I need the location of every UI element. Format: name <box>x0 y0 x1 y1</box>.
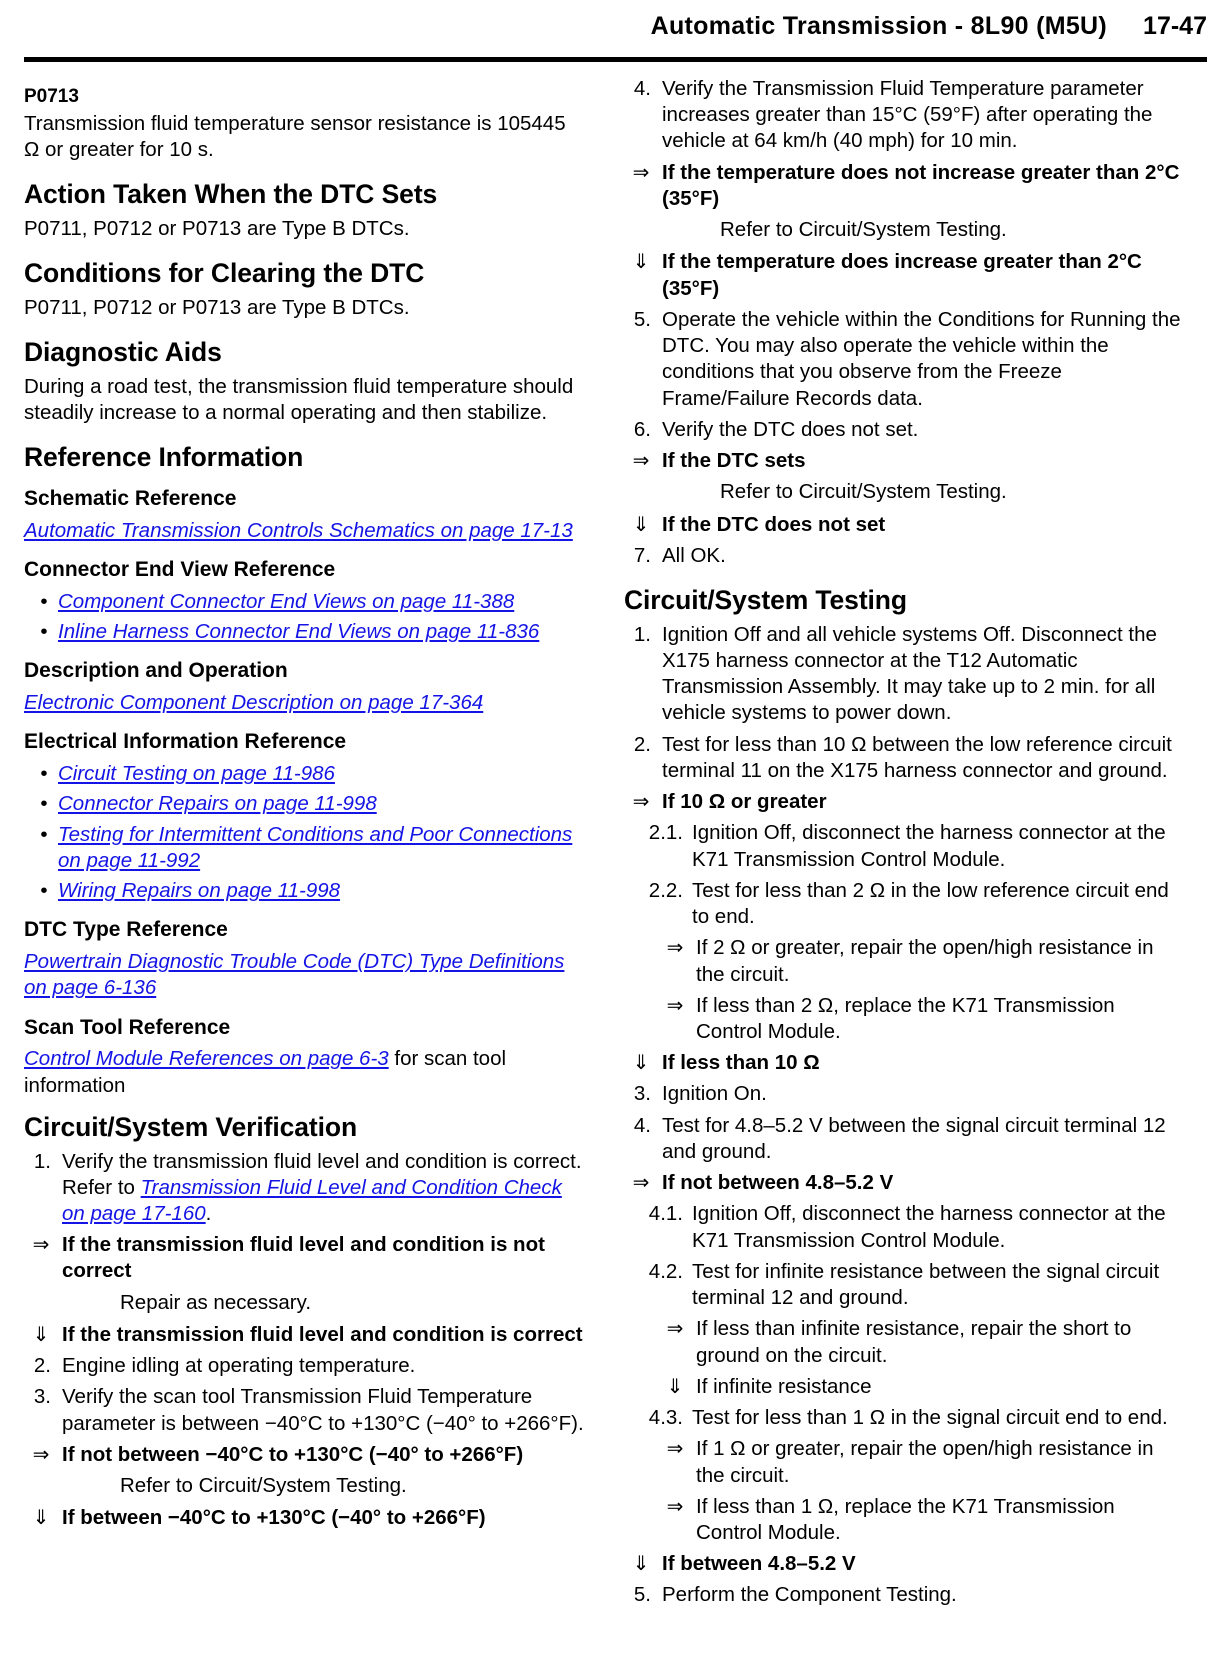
arrow-right-icon: ⇒ <box>666 937 684 960</box>
page-title: Automatic Transmission - 8L90 (M5U) <box>650 12 1108 40</box>
result-refer-circuit-system-testing: Refer to Circuit/System Testing. <box>720 218 1007 242</box>
arrow-down-icon: ⇓ <box>32 1323 50 1346</box>
action-taken-heading: Action Taken When the DTC Sets <box>24 179 438 210</box>
electrical-info-link-1[interactable]: Circuit Testing on page 11-986 <box>58 762 335 786</box>
step-text <box>62 1149 586 1228</box>
dtc-type-reference-link[interactable]: Powertrain Diagnostic Trouble Code (DTC) Type Definitions on page 6-136 <box>24 950 565 1000</box>
arrow-right-icon: ⇒ <box>666 1438 684 1461</box>
step-number: 2. <box>633 732 651 756</box>
arrow-right-icon: ⇒ <box>666 1495 684 1518</box>
verification-steps-continued <box>624 76 1186 569</box>
step-number: 4. <box>633 1113 651 1137</box>
scan-tool-reference-link[interactable]: Control Module References on page 6-3 <box>24 1047 389 1071</box>
condition-dtc-sets <box>624 448 1186 474</box>
condition-less-than-infinite-resistance <box>624 1316 1186 1368</box>
condition-between-48-52v <box>624 1551 1186 1577</box>
test-substep-2-1 <box>624 820 1186 872</box>
bullet-icon: • <box>40 620 48 644</box>
condition-temp-not-in-range <box>24 1442 586 1468</box>
list-item <box>24 791 586 817</box>
step-number: 4.3. <box>648 1406 683 1430</box>
step-number: 4. <box>633 77 651 100</box>
test-substep-4-3 <box>624 1405 1186 1431</box>
step-text: Verify the DTC does not set. <box>662 417 919 441</box>
bullet-icon: • <box>40 792 48 816</box>
step-text: Ignition Off and all vehicle systems Off. Disconnect the X175 harness connector at the T12 Automatic Transmission Assembly. It may take up to 2 min. for all vehicle systems to power down. <box>662 622 1157 725</box>
arrow-right-icon: ⇒ <box>632 161 650 184</box>
arrow-down-icon: ⇓ <box>632 251 650 274</box>
step-number: 4.2. <box>648 1259 683 1283</box>
step-number: 1. <box>633 622 651 646</box>
dtc-code-heading: P0713 <box>24 86 79 107</box>
connector-end-view-list <box>24 589 586 645</box>
left-column <box>24 74 586 1614</box>
step-text: Ignition Off, disconnect the harness connector at the K71 Transmission Control Module. <box>692 1202 1166 1252</box>
step-text: Test for 4.8–5.2 V between the signal circuit terminal 12 and ground. <box>662 1113 1166 1163</box>
step-text: Verify the scan tool Transmission Fluid Temperature parameter is between −40°C to +130°C (−40° to +266°F). <box>62 1385 584 1435</box>
condition-temp-does-increase <box>624 249 1186 301</box>
step-number: 2.1. <box>648 821 683 845</box>
step-text: Verify the Transmission Fluid Temperature parameter increases greater than 15°C (59°F) after operating the vehicle at 64 km/h (40 mph) for 10 min. <box>662 77 1153 153</box>
condition-2-ohm-or-greater <box>624 935 1186 987</box>
condition-10-ohm-or-greater <box>624 789 1186 815</box>
arrow-down-icon: ⇓ <box>632 513 650 536</box>
step-4 <box>624 76 1186 155</box>
step-text: Ignition On. <box>662 1082 767 1106</box>
bullet-icon: • <box>40 762 48 786</box>
step-text: Ignition Off, disconnect the harness connector at the K71 Transmission Control Module. <box>692 821 1166 871</box>
condition-text: If not between −40°C to +130°C (−40° to +266°F) <box>62 1442 524 1466</box>
condition-text: If less than infinite resistance, repair the short to ground on the circuit. <box>696 1317 1132 1367</box>
condition-1-ohm-or-greater <box>624 1436 1186 1488</box>
step-1 <box>24 1149 586 1228</box>
connector-end-view-link-1[interactable]: Component Connector End Views on page 11-388 <box>58 589 515 613</box>
step-number: 1. <box>33 1149 51 1173</box>
list-item <box>24 619 586 645</box>
step-number: 6. <box>633 417 651 441</box>
step-text: Test for less than 2 Ω in the low reference circuit end to end. <box>692 878 1169 929</box>
step-number: 4.1. <box>648 1202 683 1226</box>
test-substep-4-1 <box>624 1201 1186 1253</box>
step-text: Engine idling at operating temperature. <box>62 1354 416 1378</box>
page-number: 17-47 <box>1143 12 1207 40</box>
scan-tool-reference-trailing: for scan tool information <box>24 1047 507 1097</box>
diagnostic-aids-heading: Diagnostic Aids <box>24 337 222 368</box>
dtc-code-description: Transmission fluid temperature sensor resistance is 105445 Ω or greater for 10 s. <box>24 111 566 162</box>
arrow-down-icon: ⇓ <box>32 1507 50 1530</box>
condition-text: If the DTC sets <box>662 449 806 473</box>
test-step-5 <box>624 1582 1186 1608</box>
description-operation-heading: Description and Operation <box>24 659 288 683</box>
electrical-info-heading: Electrical Information Reference <box>24 730 347 754</box>
condition-less-than-1-ohm <box>624 1494 1186 1546</box>
result-repair-as-necessary: Repair as necessary. <box>120 1290 312 1314</box>
circuit-system-testing-heading: Circuit/System Testing <box>624 584 907 615</box>
arrow-down-icon: ⇓ <box>632 1553 650 1576</box>
bullet-icon: • <box>40 879 48 903</box>
condition-less-than-10-ohm <box>624 1050 1186 1076</box>
condition-text: If the temperature does increase greater than 2°C (35°F) <box>662 250 1142 300</box>
arrow-right-icon: ⇒ <box>666 994 684 1017</box>
condition-fluid-not-correct <box>24 1232 586 1284</box>
condition-text: If between −40°C to +130°C (−40° to +266°F) <box>62 1506 486 1530</box>
scan-tool-reference-heading: Scan Tool Reference <box>24 1015 231 1039</box>
condition-text: If not between 4.8–5.2 V <box>662 1171 894 1195</box>
electrical-info-list <box>24 761 586 904</box>
step-text: All OK. <box>662 543 726 567</box>
step-text: Operate the vehicle within the Conditions for Running the DTC. You may also operate the vehicle within the conditions that you observe from the Freeze Frame/Failure Records data. <box>662 307 1181 410</box>
step-number: 3. <box>633 1082 651 1106</box>
condition-text: If the transmission fluid level and condition is not correct <box>62 1233 545 1283</box>
step-3 <box>24 1384 586 1436</box>
bullet-icon: • <box>40 589 48 613</box>
bullet-icon: • <box>40 822 48 846</box>
electrical-info-link-3[interactable]: Testing for Intermittent Conditions and Poor Connections on page 11-992 <box>58 822 573 872</box>
step-number: 7. <box>633 543 651 567</box>
condition-text: If 2 Ω or greater, repair the open/high resistance in the circuit. <box>696 936 1154 986</box>
reference-information-heading: Reference Information <box>24 442 304 473</box>
connector-end-view-heading: Connector End View Reference <box>24 558 336 582</box>
step-number: 5. <box>633 1583 651 1607</box>
step-number: 2. <box>33 1354 51 1378</box>
condition-text: If less than 2 Ω, replace the K71 Transmission Control Module. <box>696 993 1115 1043</box>
test-step-3 <box>624 1081 1186 1107</box>
step-5 <box>624 307 1186 412</box>
step-text-before: Verify the transmission fluid level and condition is correct. Refer to <box>62 1149 582 1199</box>
content-columns <box>24 62 1207 1614</box>
step-2 <box>24 1353 586 1379</box>
right-column <box>624 74 1186 1614</box>
electrical-info-link-2[interactable]: Connector Repairs on page 11-998 <box>58 792 377 816</box>
arrow-right-icon: ⇒ <box>632 450 650 473</box>
test-substep-4-2 <box>624 1259 1186 1311</box>
step-number: 3. <box>33 1385 51 1409</box>
step-6 <box>624 417 1186 443</box>
condition-temp-in-range <box>24 1505 586 1531</box>
condition-text: If the temperature does not increase greater than 2°C (35°F) <box>662 160 1180 210</box>
condition-fluid-correct <box>24 1322 586 1348</box>
diagnostic-aids-text: During a road test, the transmission fluid temperature should steadily increase to a normal operating and then stabilize. <box>24 374 574 425</box>
condition-text: If 1 Ω or greater, repair the open/high resistance in the circuit. <box>696 1437 1154 1487</box>
arrow-right-icon: ⇒ <box>666 1318 684 1341</box>
list-item <box>24 589 586 615</box>
action-taken-text: P0711, P0712 or P0713 are Type B DTCs. <box>24 217 410 240</box>
condition-dtc-does-not-set <box>624 512 1186 538</box>
conditions-clearing-text: P0711, P0712 or P0713 are Type B DTCs. <box>24 295 410 319</box>
result-refer-circuit-system-testing: Refer to Circuit/System Testing. <box>720 480 1007 504</box>
connector-end-view-link-2[interactable]: Inline Harness Connector End Views on page 11-836 <box>58 620 540 644</box>
schematic-reference-link[interactable]: Automatic Transmission Controls Schematics on page 17-13 <box>24 518 573 542</box>
arrow-right-icon: ⇒ <box>32 1234 50 1257</box>
fluid-level-check-link[interactable]: Transmission Fluid Level and Condition Check on page 17-160 <box>62 1175 562 1225</box>
list-item <box>24 822 586 874</box>
condition-text: If the transmission fluid level and condition is correct <box>62 1322 583 1346</box>
dtc-type-reference-heading: DTC Type Reference <box>24 918 228 942</box>
arrow-right-icon: ⇒ <box>632 791 650 814</box>
test-step-4 <box>624 1113 1186 1165</box>
scan-tool-reference-text <box>24 1046 586 1098</box>
step-7 <box>624 543 1186 569</box>
arrow-down-icon: ⇓ <box>632 1052 650 1075</box>
condition-not-between-48-52v <box>624 1170 1186 1196</box>
step-number: 2.2. <box>648 878 683 902</box>
test-step-2 <box>624 732 1186 784</box>
schematic-reference-heading: Schematic Reference <box>24 487 237 511</box>
step-text: Test for less than 1 Ω in the signal circuit end to end. <box>692 1406 1168 1430</box>
condition-infinite-resistance <box>624 1374 1186 1400</box>
circuit-system-verification-heading: Circuit/System Verification <box>24 1111 358 1142</box>
condition-less-than-2-ohm <box>624 993 1186 1045</box>
condition-text: If infinite resistance <box>696 1374 872 1398</box>
list-item <box>24 761 586 787</box>
condition-text: If less than 1 Ω, replace the K71 Transmission Control Module. <box>696 1494 1115 1544</box>
electrical-info-link-4[interactable]: Wiring Repairs on page 11-998 <box>58 879 341 903</box>
condition-text: If less than 10 Ω <box>662 1051 820 1075</box>
testing-steps <box>624 622 1186 1609</box>
step-text: Perform the Component Testing. <box>662 1583 957 1607</box>
conditions-clearing-heading: Conditions for Clearing the DTC <box>24 258 425 289</box>
verification-steps <box>24 1149 586 1532</box>
page-header <box>24 0 1207 52</box>
result-refer-circuit-system-testing: Refer to Circuit/System Testing. <box>120 1474 407 1498</box>
condition-text: If the DTC does not set <box>662 512 886 536</box>
arrow-down-icon: ⇓ <box>666 1375 684 1398</box>
arrow-right-icon: ⇒ <box>32 1443 50 1466</box>
description-operation-link[interactable]: Electronic Component Description on page 17-364 <box>24 691 484 715</box>
test-step-1 <box>624 622 1186 727</box>
condition-text: If between 4.8–5.2 V <box>662 1552 856 1576</box>
step-text: Test for infinite resistance between the signal circuit terminal 12 and ground. <box>692 1259 1160 1310</box>
arrow-right-icon: ⇒ <box>632 1172 650 1195</box>
condition-temp-no-increase <box>624 160 1186 212</box>
step-text-after: . <box>205 1201 212 1225</box>
step-number: 5. <box>633 307 651 331</box>
list-item <box>24 878 586 904</box>
condition-text: If 10 Ω or greater <box>662 790 827 814</box>
test-substep-2-2 <box>624 878 1186 930</box>
step-text: Test for less than 10 Ω between the low reference circuit terminal 11 on the X175 harness connector and ground. <box>662 732 1172 782</box>
